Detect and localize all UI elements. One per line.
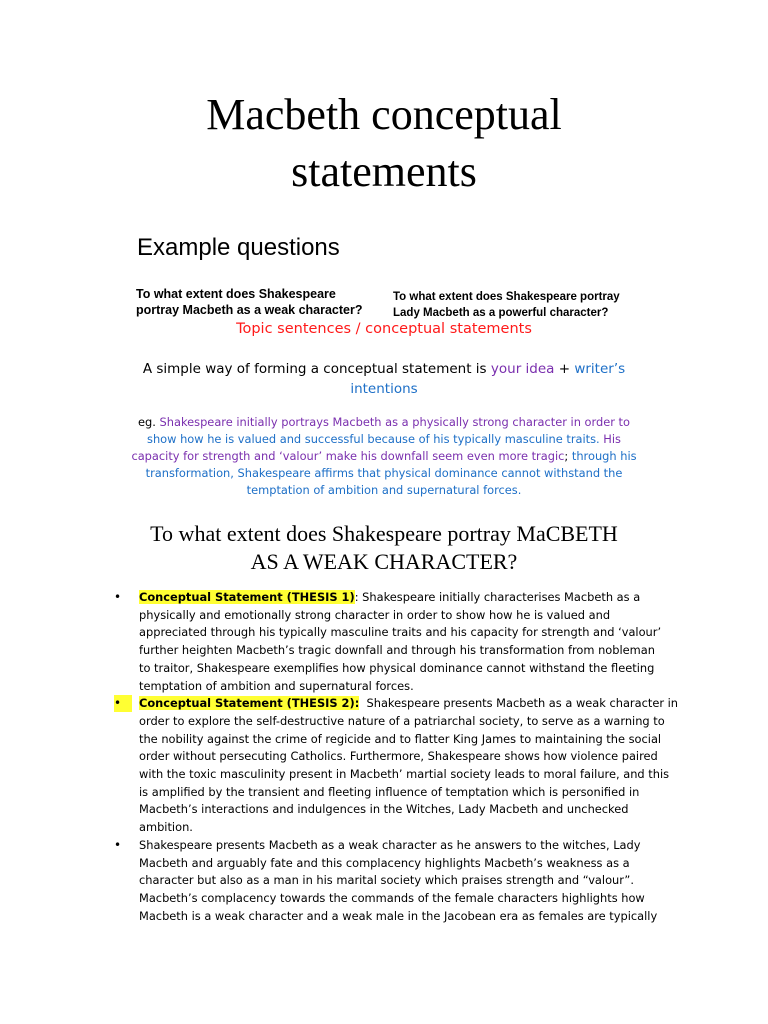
bullet-line: character but also as a man in his marital society which praises strength and “valour”. xyxy=(139,873,634,888)
bullet-line: physically and emotionally strong character in order to show how he is valued and xyxy=(139,607,611,622)
eg-separator: ; xyxy=(564,449,572,463)
bullet-line: with the toxic masculinity present in Macbeth’ martial society leads to moral failure, and this xyxy=(139,767,670,782)
formula-line-1 xyxy=(0,359,768,379)
bullet-line: ambition. xyxy=(139,820,193,835)
topic-sentences-label: Topic sentences / conceptual statements xyxy=(236,321,532,337)
thesis-label: Conceptual Statement (THESIS 2): xyxy=(139,696,360,711)
plus-text: + xyxy=(554,361,575,377)
question-line: To what extent does Shakespeare portray xyxy=(393,291,620,303)
bullet-line: Shakespeare presents Macbeth as a weak character as he answers to the witches, Lady xyxy=(139,837,641,852)
writers-text: writer’s xyxy=(574,361,626,377)
question-line: Lady Macbeth as a powerful character? xyxy=(393,307,609,319)
bullet-line: Macbeth and arguably fate and this complacency highlights Macbeth’s weakness as a xyxy=(139,855,630,870)
question-line: portray Macbeth as a weak character? xyxy=(136,303,363,317)
bullet-line: Macbeth’s interactions and indulgences in the Witches, Lady Macbeth and unchecked xyxy=(139,802,629,817)
bullet-marker: • xyxy=(114,837,122,852)
bullet-line: is amplified by the transient and fleeting influence of temptation which is personified in xyxy=(139,784,640,799)
bullet-line: appreciated through his typically masculine traits and his capacity for strength and ‘valour’ xyxy=(139,625,662,640)
bullet-line: Macbeth’s complacency towards the commands of the female characters highlights how xyxy=(139,890,645,905)
eg-intention: show how he is valued and successful because of his typically masculine traits. xyxy=(147,432,600,446)
example-question-1 xyxy=(136,286,381,318)
formula-prefix: A simple way of forming a conceptual statement is xyxy=(142,361,491,377)
intentions-text: intentions xyxy=(350,381,418,397)
bullet-line: the nobility against the crime of regicide and to flatter King James to maintaining the social xyxy=(139,731,662,746)
bullet-line: Macbeth is a weak character and a weak male in the Jacobean era as females are typically xyxy=(139,908,658,923)
bullet-text: Shakespeare presents Macbeth as a weak character in xyxy=(359,696,679,711)
page-title-line: Macbeth conceptual xyxy=(206,90,562,139)
eg-line xyxy=(0,414,768,431)
page-title-line: statements xyxy=(291,147,477,196)
bullet-line: order without persecuting Catholics. Furthermore, Shakespeare shows how violence paired xyxy=(139,749,658,764)
eg-prefix: eg. xyxy=(138,415,160,429)
eg-line xyxy=(0,431,768,448)
list-item xyxy=(114,589,694,695)
question-line: To what extent does Shakespeare xyxy=(136,287,336,301)
eg-idea: capacity for strength and ‘valour’ make his downfall seem even more tragic xyxy=(131,449,565,463)
thesis-label: Conceptual Statement (THESIS 1) xyxy=(139,590,355,604)
bullet-line: further heighten Macbeth’s tragic downfall and through his transformation from nobleman xyxy=(139,643,655,658)
list-item xyxy=(114,837,694,926)
bullet-line xyxy=(139,695,694,713)
example-question-2 xyxy=(393,289,638,321)
section-heading-line: To what extent does Shakespeare portray MaCBETH xyxy=(150,521,618,546)
example-questions-heading: Example questions xyxy=(137,234,340,261)
bullet-line: order to explore the self-destructive nature of a patriarchal society, to serve as a warning to xyxy=(139,713,665,728)
list-item xyxy=(114,695,694,837)
bullet-line: to traitor, Shakespeare exemplifies how physical dominance cannot withstand the fleeting xyxy=(139,660,655,675)
eg-line xyxy=(0,448,768,465)
eg-idea: His xyxy=(599,432,621,446)
example-paragraph xyxy=(0,414,768,499)
eg-intention: transformation, Shakespeare affirms that physical dominance cannot withstand the xyxy=(145,466,623,480)
bullet-list xyxy=(114,589,694,925)
bullet-text: : Shakespeare initially characterises Macbeth as a xyxy=(354,590,641,604)
bullet-marker: • xyxy=(114,695,132,712)
eg-intention: temptation of ambition and supernatural forces. xyxy=(246,483,522,497)
section-heading xyxy=(0,520,768,576)
eg-intention: through his xyxy=(571,449,637,463)
eg-idea: Shakespeare initially portrays Macbeth as a physically strong character in order to xyxy=(159,415,630,429)
bullet-line xyxy=(139,589,694,607)
conceptual-statement-formula xyxy=(0,359,768,399)
page-title xyxy=(0,86,768,200)
bullet-line: temptation of ambition and supernatural forces. xyxy=(139,678,414,693)
bullet-marker: • xyxy=(114,590,122,604)
your-idea-text: your idea xyxy=(490,361,555,377)
section-heading-line: AS A WEAK CHARACTER? xyxy=(250,549,518,574)
